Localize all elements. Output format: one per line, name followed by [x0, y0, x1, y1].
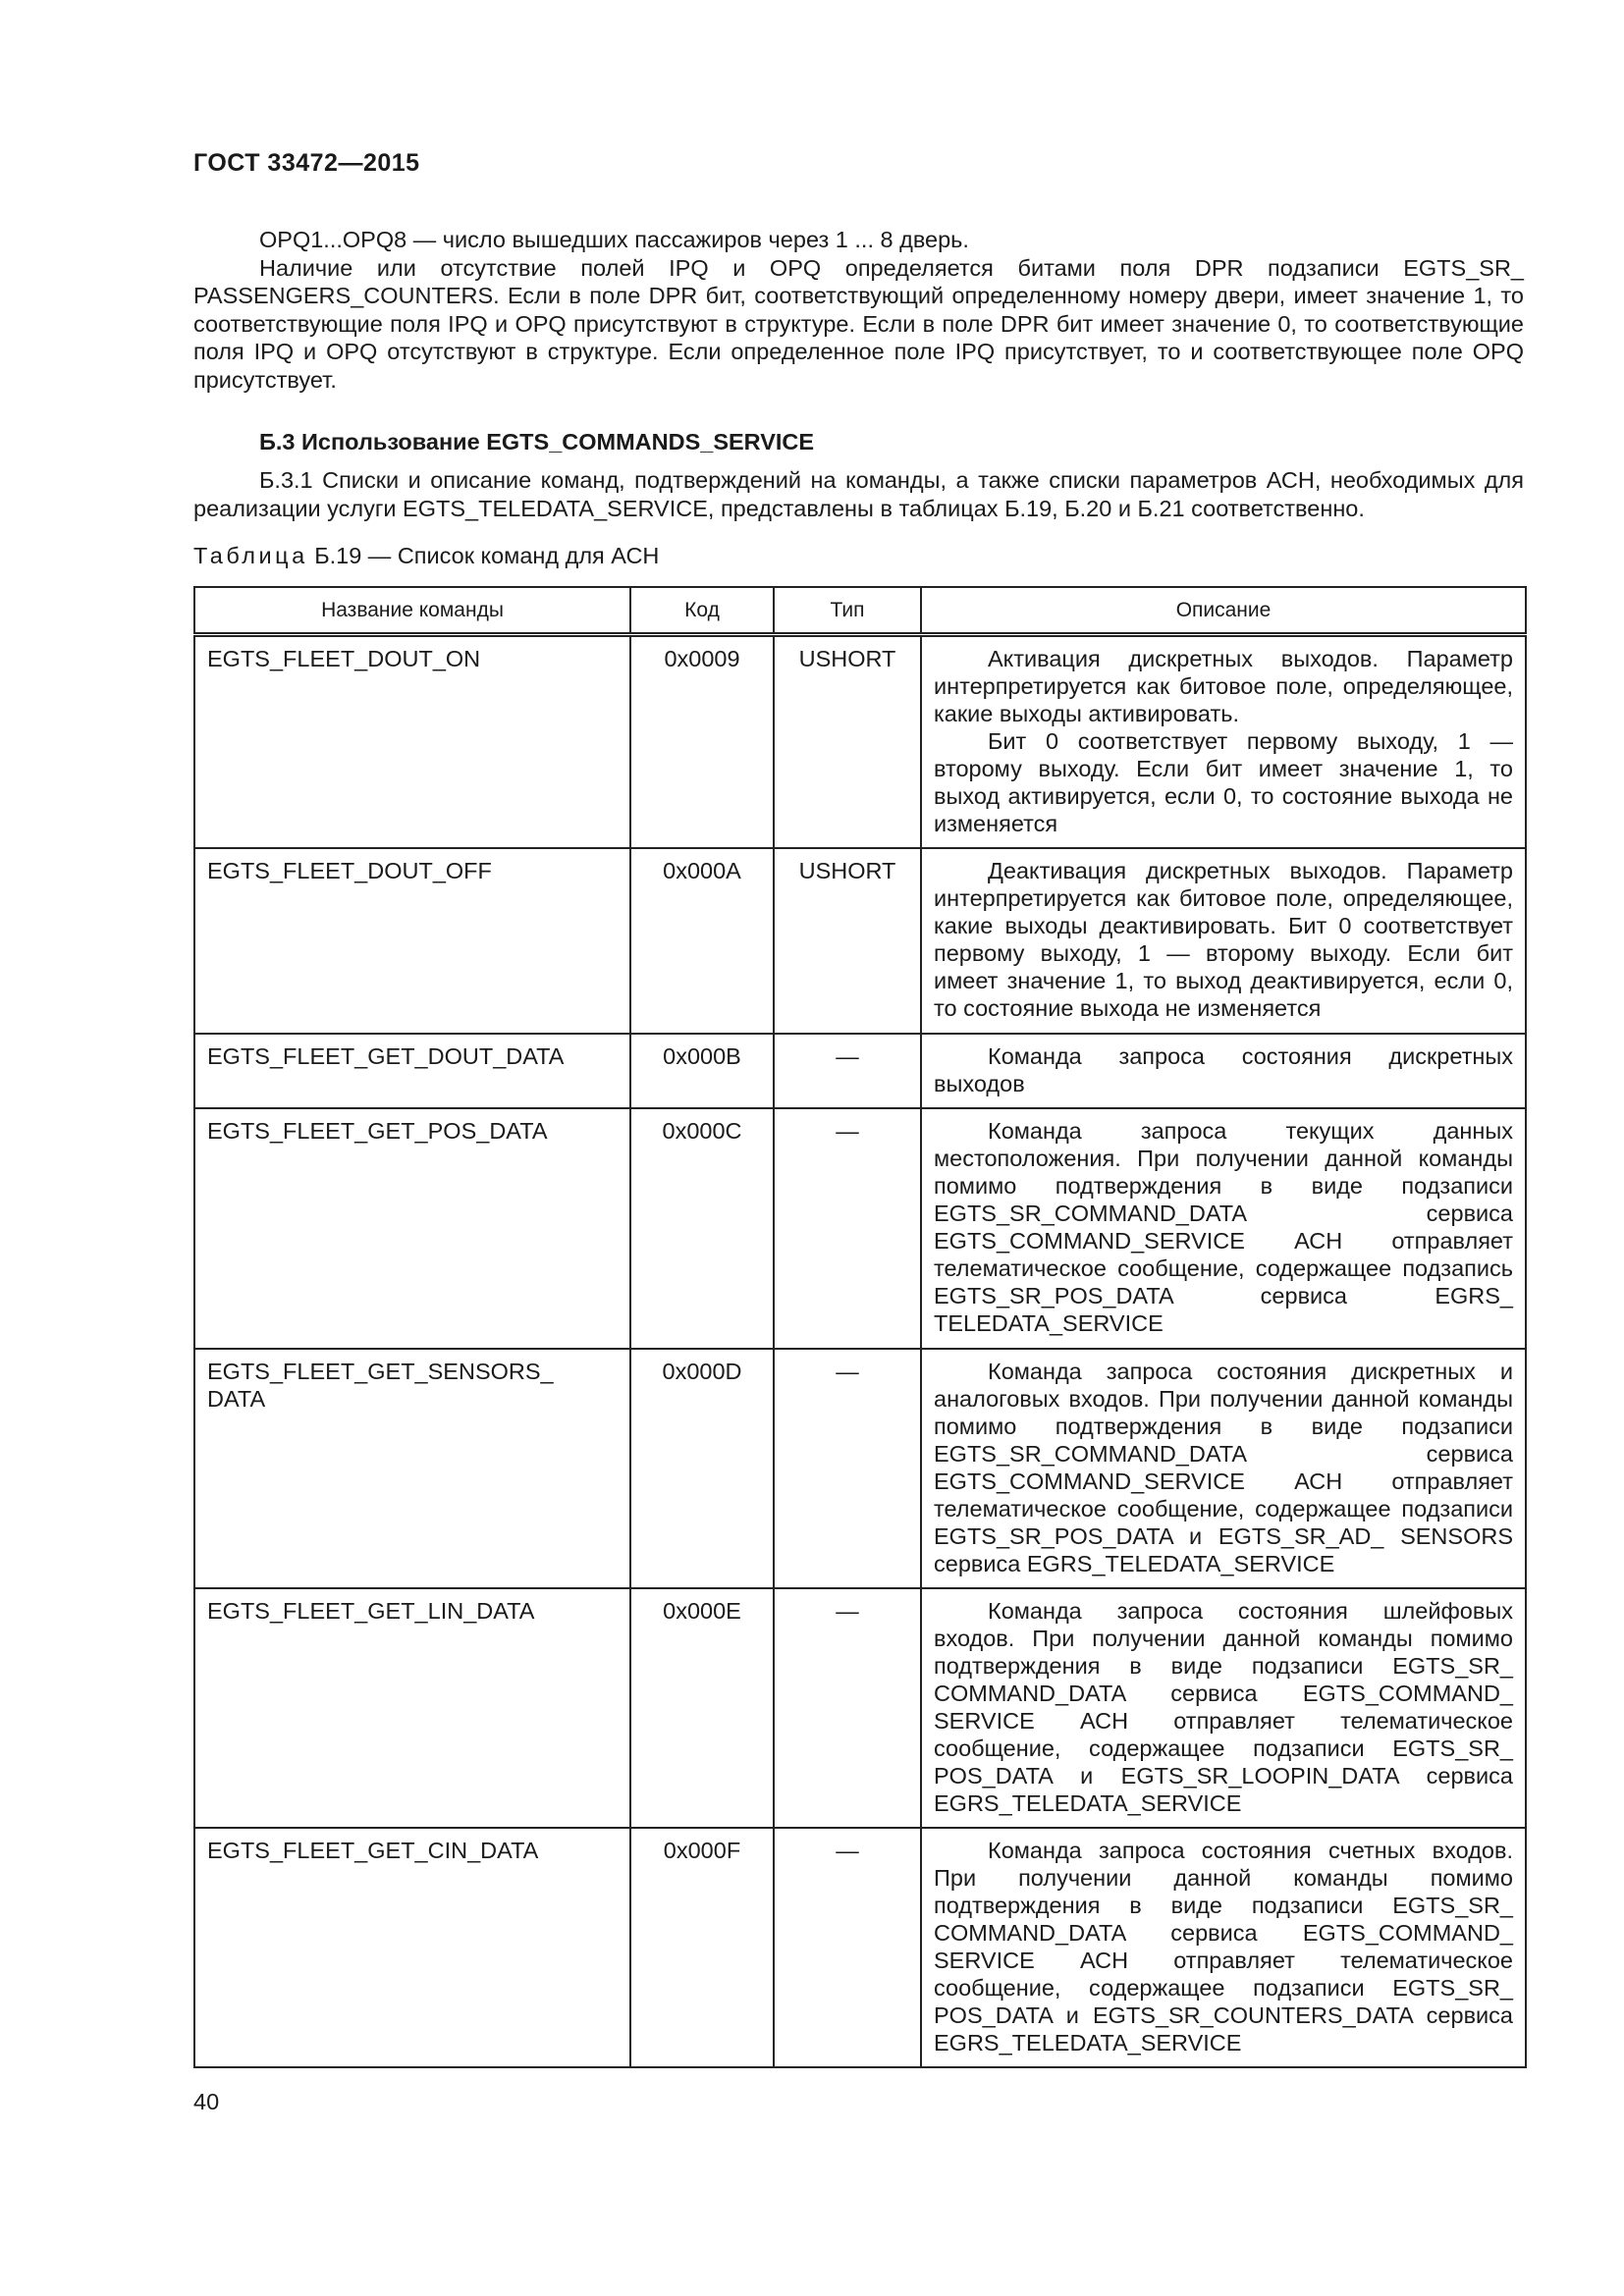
- command-type: USHORT: [774, 848, 921, 1034]
- command-type: —: [774, 1828, 921, 2067]
- command-description: [921, 1588, 1526, 1828]
- commands-table: [193, 586, 1527, 2068]
- section-text: [193, 466, 1524, 522]
- command-code: 0x0009: [630, 635, 774, 849]
- column-header-description: Описание: [921, 587, 1526, 635]
- command-code: 0x000A: [630, 848, 774, 1034]
- command-description: [921, 1108, 1526, 1349]
- column-header-type: Тип: [774, 587, 921, 635]
- table-row: [194, 1349, 1526, 1588]
- command-type: —: [774, 1108, 921, 1349]
- command-name: EGTS_FLEET_GET_LIN_DATA: [194, 1588, 630, 1828]
- table-row: [194, 1034, 1526, 1108]
- command-name: EGTS_FLEET_GET_SENSORS_ DATA: [194, 1349, 630, 1588]
- description-paragraph: Команда запроса состояния шлейфовых входов. При получении данной команды помимо подтверждения в виде подзаписи EGTS_SR_ COMMAND_DATA сервиса EGTS_COMMAND_ SERVICE АСН отправляет телематическое сообщение, содержащее подзаписи EGTS_SR_ POS_DATA и EGTS_SR_LOOPIN_DATA сервиса EGRS_TELEDATA_SERVICE: [934, 1598, 1513, 1816]
- column-header-code: Код: [630, 587, 774, 635]
- page-number: 40: [193, 2089, 220, 2114]
- command-name: EGTS_FLEET_GET_CIN_DATA: [194, 1828, 630, 2067]
- description-paragraph: Команда запроса состояния счетных входов. При получении данной команды помимо подтверждения в виде подзаписи EGTS_SR_ COMMAND_DATA сервиса EGTS_COMMAND_ SERVICE АСН отправляет телематическое сообщение, содержащее подзаписи EGTS_SR_ POS_DATA и EGTS_SR_COUNTERS_DATA сервиса EGRS_TELEDATA_SERVICE: [934, 1838, 1513, 2056]
- table-row: [194, 635, 1526, 849]
- intro-text: [193, 226, 1524, 394]
- section-paragraph: Б.3.1 Списки и описание команд, подтверждений на команды, а также списки параметров АСН, необходимых для реализации услуги EGTS_TELEDATA_SERVICE, представлены в таблицах Б.19, Б.20 и Б.21 соответственно.: [193, 467, 1524, 521]
- intro-paragraph: Наличие или отсутствие полей IPQ и OPQ определяется битами поля DPR подзаписи EGTS_SR_ PASSENGERS_COUNTERS. Если в поле DPR бит, соответствующий определенному номеру двери, имеет значение 1, то соответствующие поля IPQ и OPQ присутствуют в структуре. Если в поле DPR бит имеет значение 0, то соответствующие поля IPQ и OPQ отсутствуют в структуре. Если определенное поле IPQ присутствует, то и соответствующее поле OPQ присутствует.: [193, 254, 1524, 393]
- document-header: ГОСТ 33472—2015: [193, 149, 420, 177]
- command-name: EGTS_FLEET_DOUT_OFF: [194, 848, 630, 1034]
- command-name: EGTS_FLEET_GET_POS_DATA: [194, 1108, 630, 1349]
- command-code: 0x000E: [630, 1588, 774, 1828]
- table-row: [194, 1588, 1526, 1828]
- description-paragraph: Команда запроса состояния дискретных и аналоговых входов. При получении данной команды помимо подтверждения в виде подзаписи EGTS_SR_COMMAND_DATA сервиса EGTS_COMMAND_SERVICE АСН отправляет телематическое сообщение, содержащее подзаписи EGTS_SR_POS_DATA и EGTS_SR_AD_ SENSORS сервиса EGRS_TELEDATA_SERVICE: [934, 1359, 1513, 1576]
- command-code: 0x000F: [630, 1828, 774, 2067]
- table-caption-text: Б.19 — Список команд для АСН: [314, 543, 660, 568]
- command-code: 0x000B: [630, 1034, 774, 1108]
- table-row: [194, 1828, 1526, 2067]
- command-type: —: [774, 1034, 921, 1108]
- description-paragraph: Активация дискретных выходов. Параметр интерпретируется как битовое поле, определяющее, какие выходы активировать.: [934, 646, 1513, 726]
- command-description: [921, 848, 1526, 1034]
- table-row: [194, 1108, 1526, 1349]
- command-description: [921, 1349, 1526, 1588]
- command-code: 0x000D: [630, 1349, 774, 1588]
- table-caption: [193, 543, 659, 569]
- description-paragraph: Деактивация дискретных выходов. Параметр интерпретируется как битовое поле, определяющее, какие выходы деактивировать. Бит 0 соответствует первому выходу, 1 — второму выходу. Если бит имеет значение 1, то выход деактивируется, если 0, то состояние выхода не изменяется: [934, 858, 1513, 1021]
- table-row: [194, 848, 1526, 1034]
- command-description: [921, 1828, 1526, 2067]
- command-name: EGTS_FLEET_GET_DOUT_DATA: [194, 1034, 630, 1108]
- command-type: —: [774, 1588, 921, 1828]
- section-title: Б.3 Использование EGTS_COMMANDS_SERVICE: [259, 429, 815, 454]
- command-code: 0x000C: [630, 1108, 774, 1349]
- command-description: [921, 1034, 1526, 1108]
- command-type: USHORT: [774, 635, 921, 849]
- table-caption-prefix: Таблица: [193, 543, 308, 568]
- command-description: [921, 635, 1526, 849]
- column-header-name: Название команды: [194, 587, 630, 635]
- description-paragraph: Команда запроса состояния дискретных выходов: [934, 1043, 1513, 1096]
- table-header-row: [194, 587, 1526, 635]
- command-name: EGTS_FLEET_DOUT_ON: [194, 635, 630, 849]
- command-type: —: [774, 1349, 921, 1588]
- description-paragraph: Команда запроса текущих данных местоположения. При получении данной команды помимо подтверждения в виде подзаписи EGTS_SR_COMMAND_DATA сервиса EGTS_COMMAND_SERVICE АСН отправляет телематическое сообщение, содержащее подзапись EGTS_SR_POS_DATA сервиса EGRS_ TELEDATA_SERVICE: [934, 1118, 1513, 1336]
- description-paragraph: Бит 0 соответствует первому выходу, 1 — второму выходу. Если бит имеет значение 1, то выход активируется, если 0, то состояние выхода не изменяется: [934, 728, 1513, 836]
- intro-paragraph: OPQ1...OPQ8 — число вышедших пассажиров через 1 ... 8 дверь.: [259, 227, 969, 252]
